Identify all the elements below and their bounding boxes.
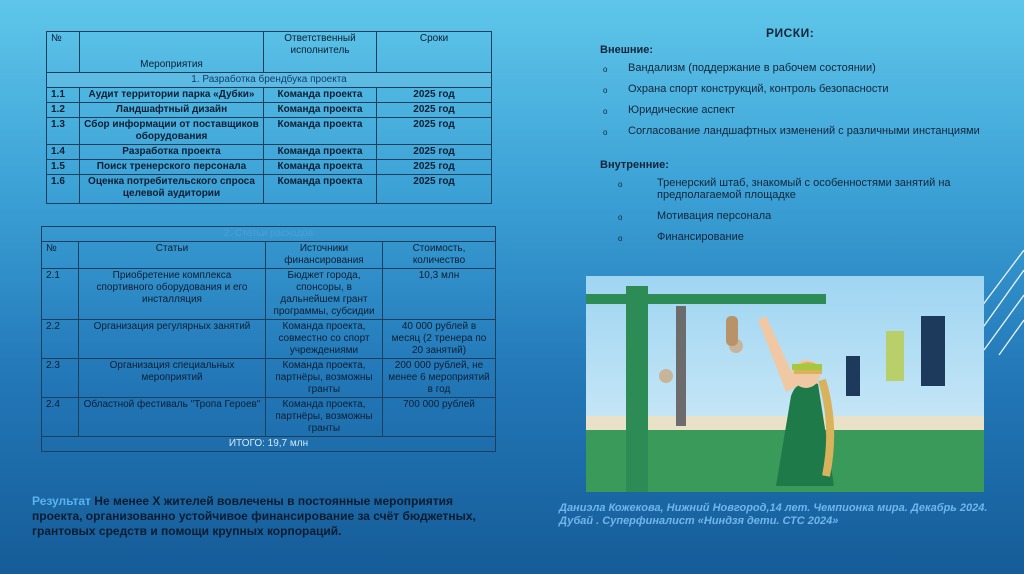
row-activity: Ландшафтный дизайн [80, 103, 264, 118]
row-cost: 200 000 рублей, не менее 6 мероприятий в год [383, 359, 496, 398]
table-row [42, 359, 496, 398]
table-row [47, 103, 492, 118]
photo-caption: Даниэла Кожекова, Нижний Новгород,14 лет. Чемпионка мира. Декабрь 2024. Дубай . Суперфиналист «Ниндзя дети. СТС 2024» [559, 502, 988, 527]
list-item [600, 231, 1000, 243]
row-deadline: 2025 год [377, 88, 492, 103]
row-deadline: 2025 год [377, 145, 492, 160]
table-header-row [47, 32, 492, 73]
risk-text: Согласование ландшафтных изменений с различными инстанциями [628, 125, 980, 137]
table-row [42, 320, 496, 359]
result-lead: Результат [32, 494, 91, 508]
row-responsible: Команда проекта [264, 160, 377, 175]
row-responsible: Команда проекта [264, 175, 377, 204]
list-item [600, 62, 1000, 74]
risk-text: Финансирование [657, 231, 744, 243]
bullet-icon: o [618, 180, 623, 189]
section-row [42, 227, 496, 242]
risk-text: Юридические аспект [628, 104, 736, 116]
row-cost: 10,3 млн [383, 269, 496, 320]
bullet-icon: o [603, 128, 608, 137]
row-num: 1.1 [47, 88, 80, 103]
row-num: 1.6 [47, 175, 80, 204]
table-row [42, 398, 496, 437]
row-activity: Разработка проекта [80, 145, 264, 160]
table-header-row [42, 242, 496, 269]
table-row [47, 175, 492, 204]
row-deadline: 2025 год [377, 103, 492, 118]
list-item [600, 125, 1000, 137]
table-row [47, 145, 492, 160]
expenses-table [41, 226, 496, 452]
risks-section [600, 26, 1000, 252]
table-row [47, 118, 492, 145]
risk-text: Тренерский штаб, знакомый с особенностями занятий на предполагаемой площадке [657, 177, 951, 201]
internal-risks-label: Внутренние: [600, 159, 669, 171]
row-activity: Поиск тренерского персонала [80, 160, 264, 175]
result-paragraph [32, 494, 502, 539]
row-item: Организация специальных мероприятий [79, 359, 266, 398]
section-row [47, 73, 492, 88]
athlete-photo [586, 276, 984, 492]
row-item: Приобретение комплекса спортивного оборудования и его инсталляция [79, 269, 266, 320]
row-responsible: Команда проекта [264, 145, 377, 160]
header-responsible: Ответственный исполнитель [264, 32, 377, 73]
row-num: 2.2 [42, 320, 79, 359]
row-deadline: 2025 год [377, 160, 492, 175]
table-row [47, 88, 492, 103]
row-num: 1.5 [47, 160, 80, 175]
row-source: Команда проекта, партнёры, возможны гранты [266, 398, 383, 437]
header-num: № [42, 242, 79, 269]
list-item [600, 177, 1000, 201]
row-activity: Сбор информации от поставщиков оборудования [80, 118, 264, 145]
risk-text: Вандализм (поддержание в рабочем состоянии) [628, 62, 876, 74]
row-num: 1.3 [47, 118, 80, 145]
result-text: Не менее Х жителей вовлечены в постоянные мероприятия проекта, организованно устойчивое финансирование за счёт бюджетных, грантовых средств и помощи крупных корпораций. [32, 494, 476, 538]
external-risks-label: Внешние: [600, 44, 654, 56]
athlete-photo-illustration [586, 276, 984, 492]
header-source: Источники финансирования [266, 242, 383, 269]
risks-title: РИСКИ: [766, 26, 815, 40]
table-row [47, 160, 492, 175]
row-activity: Аудит территории парка «Дубки» [80, 88, 264, 103]
total-value: ИТОГО: 19,7 млн [42, 437, 496, 452]
row-cost: 40 000 рублей в месяц (2 тренера по 20 занятий) [383, 320, 496, 359]
risk-text: Мотивация персонала [657, 210, 772, 222]
row-activity: Оценка потребительского спроса целевой аудитории [80, 175, 264, 204]
section-title: 1. Разработка брендбука проекта [47, 73, 492, 88]
section-title: 2. Статьи расходов [42, 227, 496, 242]
header-num: № [47, 32, 80, 73]
row-responsible: Команда проекта [264, 103, 377, 118]
list-item [600, 83, 1000, 95]
bullet-icon: o [618, 213, 623, 222]
list-item [600, 104, 1000, 116]
bullet-icon: o [603, 65, 608, 74]
row-num: 2.4 [42, 398, 79, 437]
bullet-icon: o [618, 234, 623, 243]
header-items: Статьи [79, 242, 266, 269]
header-cost: Стоимость, количество [383, 242, 496, 269]
bullet-icon: o [603, 107, 608, 116]
total-row [42, 437, 496, 452]
row-deadline: 2025 год [377, 175, 492, 204]
row-num: 1.2 [47, 103, 80, 118]
row-cost: 700 000 рублей [383, 398, 496, 437]
table-row [42, 269, 496, 320]
row-item: Областной фестиваль "Тропа Героев" [79, 398, 266, 437]
header-activities: Мероприятия [80, 32, 264, 73]
row-deadline: 2025 год [377, 118, 492, 145]
row-num: 2.1 [42, 269, 79, 320]
row-num: 2.3 [42, 359, 79, 398]
row-num: 1.4 [47, 145, 80, 160]
row-responsible: Команда проекта [264, 88, 377, 103]
external-risks-list [600, 62, 1000, 137]
risk-text: Охрана спорт конструкций, контроль безопасности [628, 83, 889, 95]
row-responsible: Команда проекта [264, 118, 377, 145]
activities-table [46, 31, 492, 204]
list-item [600, 210, 1000, 222]
row-source: Бюджет города, спонсоры, в дальнейшем грант программы, субсидии [266, 269, 383, 320]
row-source: Команда проекта, совместно со спорт учреждениями [266, 320, 383, 359]
internal-risks-list [600, 177, 1000, 243]
row-item: Организация регулярных занятий [79, 320, 266, 359]
header-deadline: Сроки [377, 32, 492, 73]
bullet-icon: o [603, 86, 608, 95]
row-source: Команда проекта, партнёры, возможны гранты [266, 359, 383, 398]
